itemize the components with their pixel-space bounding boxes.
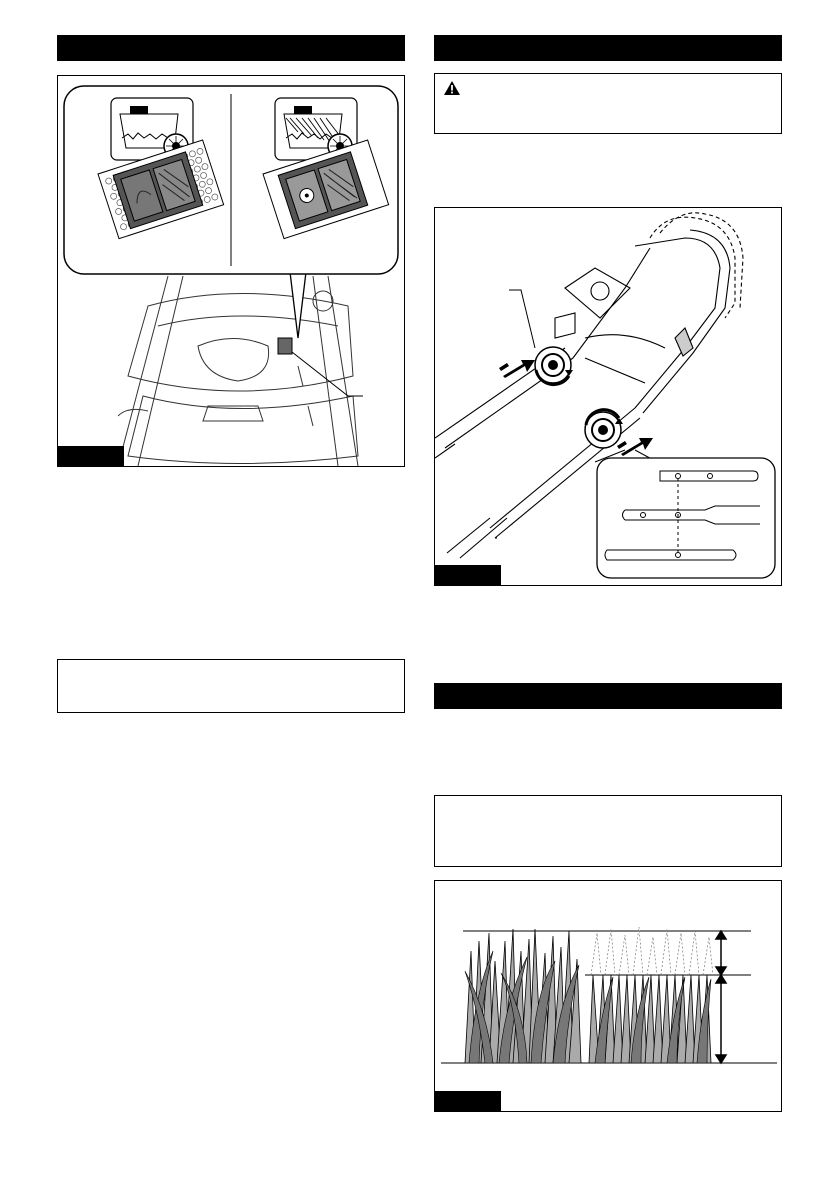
section-header-bar-right-1 — [434, 35, 782, 61]
figure-tab-3 — [435, 1091, 501, 1111]
note-box-left — [57, 659, 405, 713]
section-header-bar-left — [57, 35, 405, 61]
figure-handle-adjustment — [434, 207, 782, 586]
lower-handle-knob — [585, 410, 623, 448]
figure-tab-1 — [58, 446, 124, 466]
figure-grass-box-indicator — [57, 75, 405, 467]
warning-box — [434, 73, 782, 134]
note-box-right — [434, 795, 782, 867]
section-header-bar-right-2 — [434, 683, 782, 709]
grass-height-illustration — [435, 881, 781, 1111]
figure-grass-height — [434, 880, 782, 1112]
indicator-window — [278, 338, 292, 354]
figure-tab-2 — [435, 565, 501, 585]
upper-handle-knob — [535, 347, 573, 385]
grass-box-illustration — [58, 76, 404, 466]
warning-triangle-icon — [443, 80, 461, 96]
handle-adjustment-illustration — [435, 208, 781, 585]
